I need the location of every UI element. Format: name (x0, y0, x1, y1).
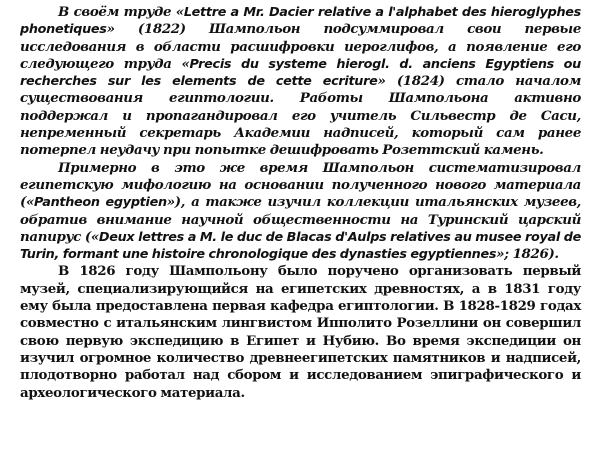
latin-title-run: Deux lettres a M. le duc de Blacas d'Aulps relatives au musee royal de Turin, formant une histoire chronologique des dynasties egyptiennes (20, 229, 581, 263)
text-run: »), а также изучил коллекции итальянских музеев, обратив внимание научной общественности на Туринский царский папирус (« (20, 194, 581, 245)
latin-title-run: Lettre a Mr. Dacier relative a l'alphabet des hieroglyphes phonetiques (20, 5, 581, 38)
text-run: В 1826 году Шампольону было поручено организовать первый музей, специализирующийся на египетских древностях, а в 1831 году ему была предоставлена первая кафедра египтологии. В 1828-1829 годах совместно с итальянским лингвистом Ипполито Розеллини он совершил свою первую экспедицию в Египет и Нубию. Во время экспедиции он изучил огромное количество древнеегипетских памятников и надписей, плодотворно работал над сбором и исследованием эпиграфического и археологического материала. (20, 263, 581, 401)
text-run: Примерно в это же время Шампольон систематизировал египетскую мифологию на основании полученного нового материала (« (20, 159, 581, 211)
paragraph-2 (20, 160, 581, 264)
text-run: » (1822) Шампольон подсуммировал свои первые исследования в области расшифровки иероглифов, а появление его следующего труда « (20, 21, 581, 72)
text-run: »; 1826). (496, 246, 559, 263)
paragraph-3 (20, 263, 581, 401)
paragraph-1 (20, 4, 581, 160)
latin-title-run: Precis du systeme hierogl. d. anciens Egyptiens ou recherches sur les elements de cette ecriture (20, 56, 581, 90)
text-run: В своём труде « (58, 4, 184, 20)
text-run: » (1824) стало началом существования египтологии. Работы Шампольона активно поддержал и пропагандировал его учитель Сильвестр де Саси, непременный секретарь Академии надписей, который сам ранее потерпел неудачу при попытке дешифровать Розеттский камень. (20, 73, 581, 159)
latin-title-run: Pantheon egyptien (34, 195, 167, 211)
